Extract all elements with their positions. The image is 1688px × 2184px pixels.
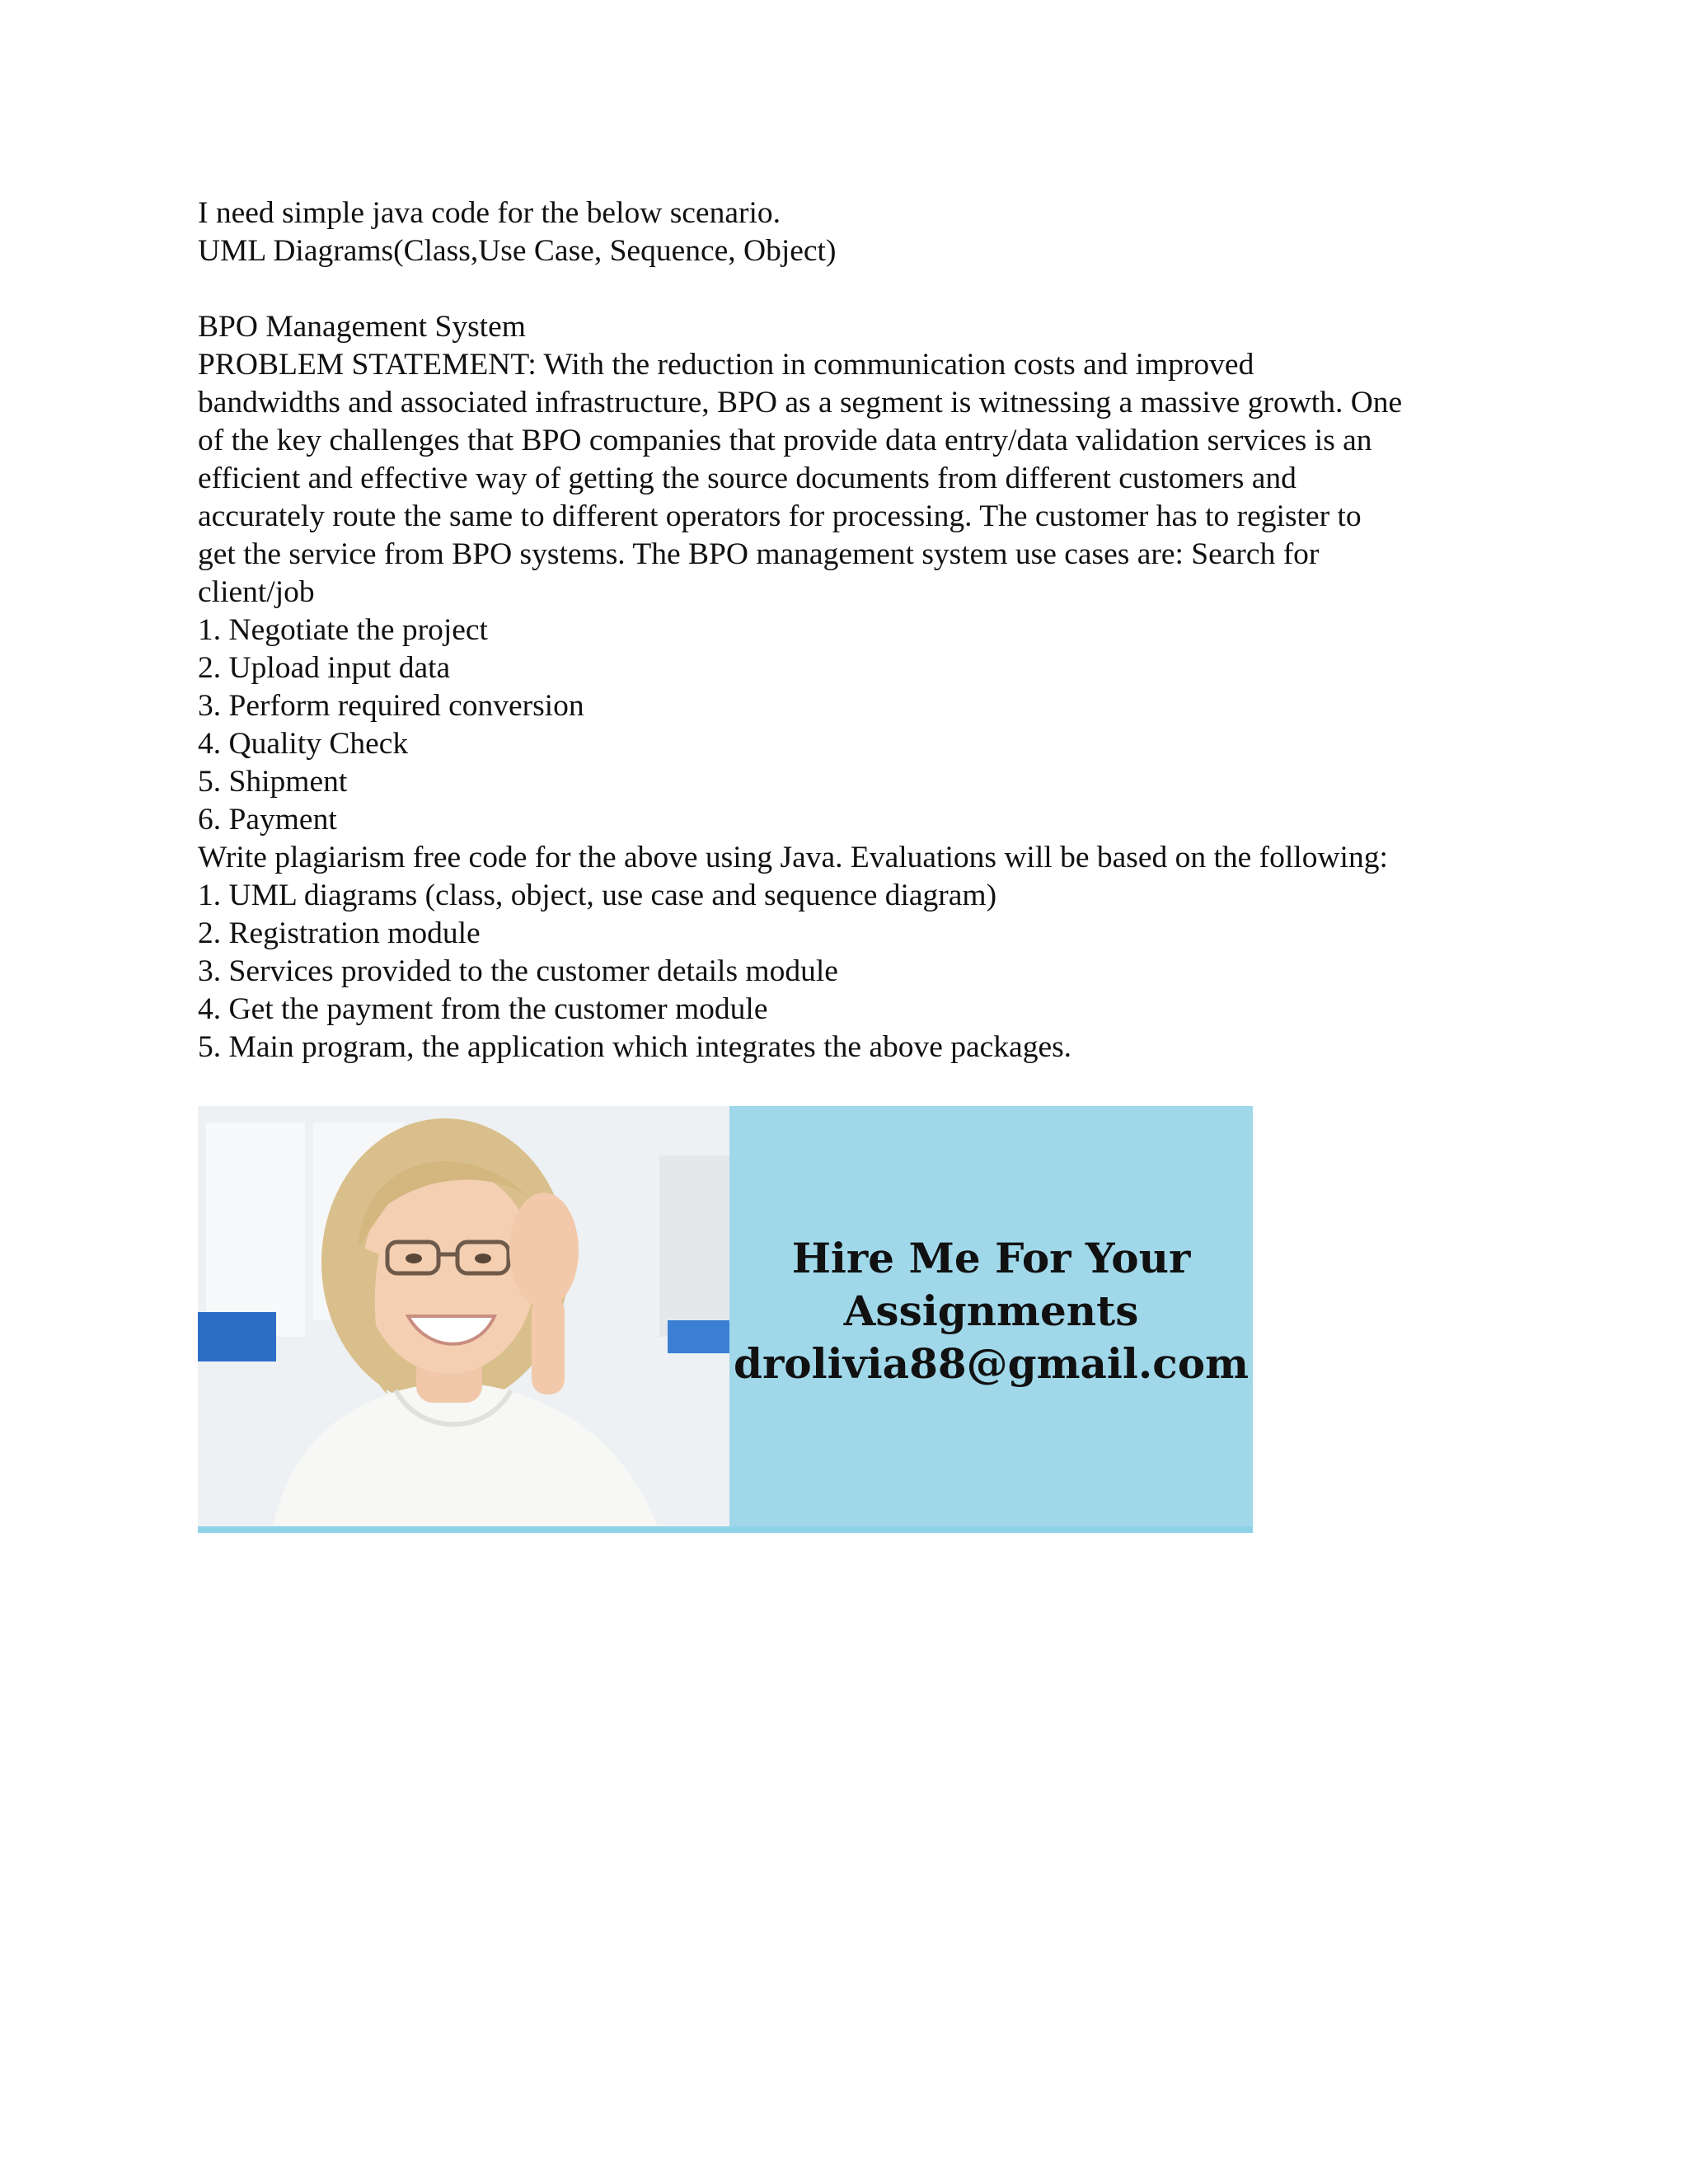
list-item: 5. Main program, the application which integrates the above packages.	[198, 1030, 1072, 1064]
list-item: 3. Services provided to the customer details module	[198, 954, 838, 988]
banner-subheadline: Assignments	[843, 1286, 1139, 1335]
woman-photo	[198, 1106, 729, 1533]
banner-headline: Hire Me For Your	[791, 1234, 1191, 1282]
list-item: 6. Payment	[198, 803, 337, 837]
text-line: PROBLEM STATEMENT: With the reduction in communication costs and improved	[198, 348, 1254, 382]
document-body	[198, 194, 1533, 1066]
text-line: bandwidths and associated infrastructure, BPO as a segment is witnessing a massive growth. One	[198, 386, 1403, 419]
text-line: accurately route the same to different operators for processing. The customer has to register to	[198, 499, 1362, 533]
text-line: Write plagiarism free code for the above using Java. Evaluations will be based on the following:	[198, 841, 1388, 874]
list-item: 4. Quality Check	[198, 727, 409, 761]
banner-bottom-strip	[198, 1526, 1253, 1533]
text-line: UML Diagrams(Class,Use Case, Sequence, Object)	[198, 234, 837, 268]
list-item: 5. Shipment	[198, 765, 348, 799]
banner-email: drolivia88@gmail.com	[733, 1339, 1250, 1388]
list-item: 1. Negotiate the project	[198, 613, 488, 647]
list-item: 4. Get the payment from the customer module	[198, 992, 768, 1026]
list-item: 3. Perform required conversion	[198, 689, 584, 723]
text-line: of the key challenges that BPO companies that provide data entry/data validation services is an	[198, 424, 1372, 457]
advertisement-banner	[198, 1106, 1253, 1533]
banner-text-panel	[729, 1106, 1253, 1533]
list-item: 1. UML diagrams (class, object, use case and sequence diagram)	[198, 879, 997, 912]
text-line: I need simple java code for the below scenario.	[198, 196, 781, 230]
section-title: BPO Management System	[198, 310, 526, 344]
text-line: client/job	[198, 575, 315, 609]
list-item: 2. Upload input data	[198, 651, 451, 685]
text-line: get the service from BPO systems. The BPO management system use cases are: Search for	[198, 537, 1320, 571]
blank-line	[198, 270, 1533, 308]
text-line: efficient and effective way of getting the source documents from different customers and	[198, 462, 1296, 495]
list-item: 2. Registration module	[198, 916, 481, 950]
